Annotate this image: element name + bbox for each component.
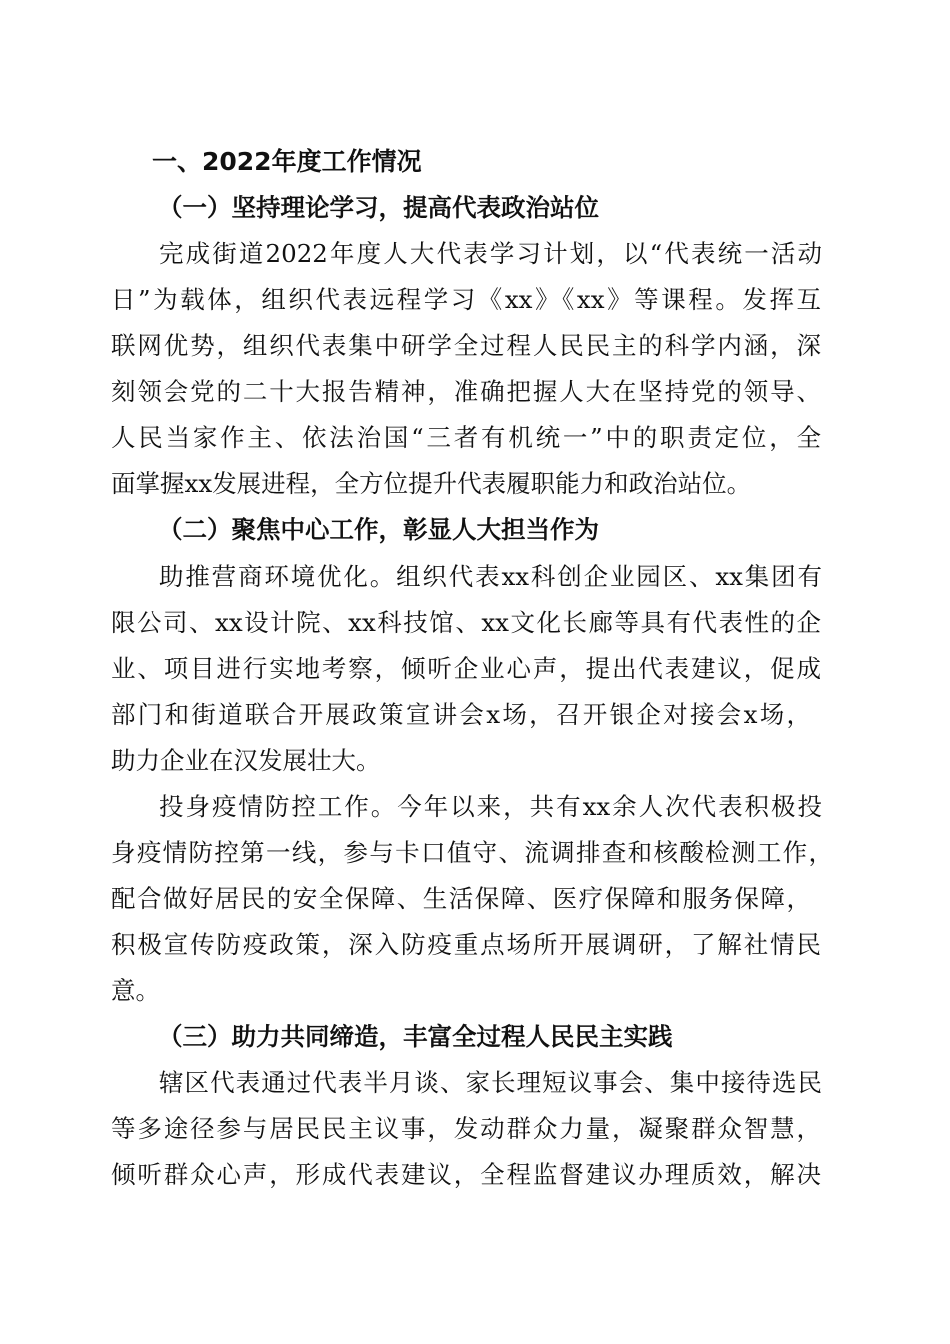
paragraph-line: 人民当家作主、依法治国“三者有机统一”中的职责定位，全 [111, 423, 821, 452]
paragraph-line: 投身疫情防控工作。今年以来，共有xx余人次代表积极投 [159, 792, 822, 821]
subsection-heading-2: （二）聚焦中心工作，彰显人大担当作为 [158, 515, 599, 544]
paragraph-line: 倾听群众心声，形成代表建议，全程监督建议办理质效，解决 [111, 1160, 821, 1189]
subsection-heading-3: （三）助力共同缔造，丰富全过程人民民主实践 [158, 1022, 673, 1051]
paragraph-line: 联网优势，组织代表集中研学全过程人民民主的科学内涵，深 [111, 331, 821, 360]
paragraph-line: 配合做好居民的安全保障、生活保障、医疗保障和服务保障， [111, 884, 811, 913]
paragraph-line: 意。 [111, 976, 160, 1005]
paragraph-line: 限公司、xx设计院、xx科技馆、xx文化长廊等具有代表性的企 [111, 608, 821, 637]
paragraph-line: 面掌握xx发展进程，全方位提升代表履职能力和政治站位。 [111, 469, 752, 498]
paragraph-line: 部门和街道联合开展政策宣讲会x场，召开银企对接会x场， [111, 700, 811, 729]
paragraph-line: 助推营商环境优化。组织代表xx科创企业园区、xx集团有 [159, 562, 822, 591]
paragraph-line: 业、项目进行实地考察，倾听企业心声，提出代表建议，促成 [111, 654, 821, 683]
paragraph-line: 身疫情防控第一线，参与卡口值守、流调排查和核酸检测工作， [111, 838, 833, 867]
paragraph-line: 积极宣传防疫政策，深入防疫重点场所开展调研，了解社情民 [111, 930, 821, 959]
paragraph-line: 日”为载体，组织代表远程学习《xx》《xx》等课程。发挥互 [111, 285, 821, 314]
section-heading: 一、2022年度工作情况 [152, 147, 422, 176]
paragraph-line: 刻领会党的二十大报告精神，准确把握人大在坚持党的领导、 [111, 377, 821, 406]
paragraph-line: 助力企业在汉发展壮大。 [111, 746, 381, 775]
subsection-heading-1: （一）坚持理论学习，提高代表政治站位 [158, 193, 599, 222]
paragraph-line: 完成街道2022年度人大代表学习计划，以“代表统一活动 [159, 239, 822, 268]
paragraph-line: 辖区代表通过代表半月谈、家长理短议事会、集中接待选民 [159, 1068, 822, 1097]
paragraph-line: 等多途径参与居民民主议事，发动群众力量，凝聚群众智慧， [111, 1114, 821, 1143]
